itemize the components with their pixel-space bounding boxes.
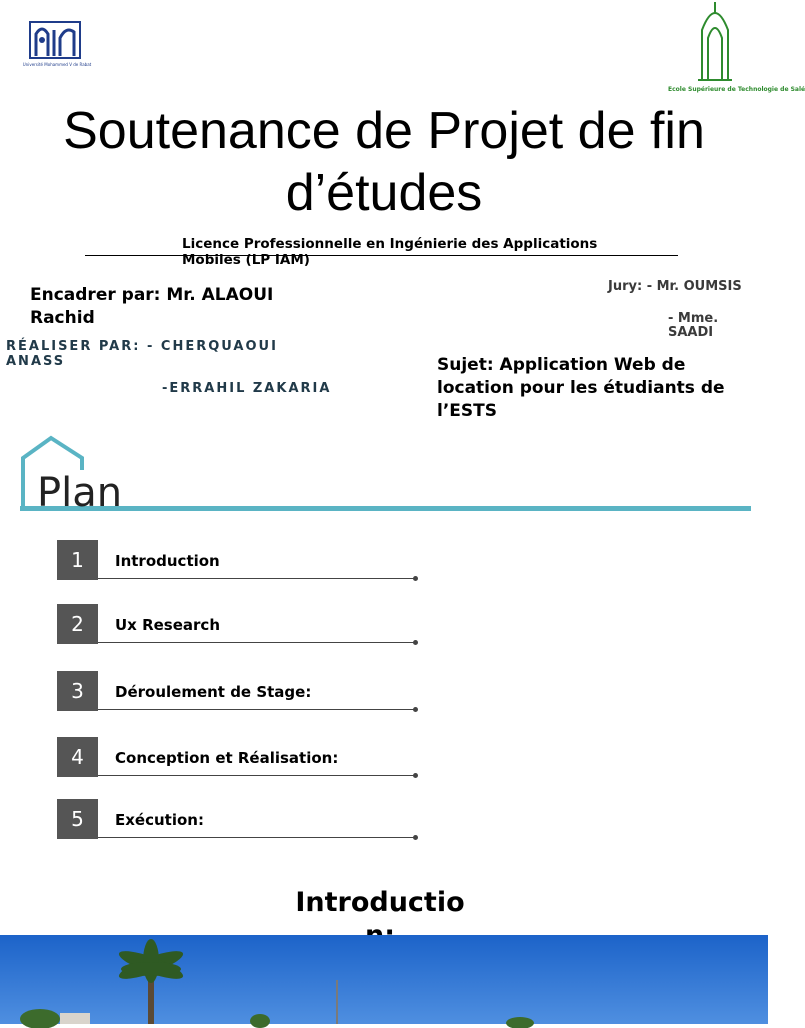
plan-item-execution[interactable] (57, 799, 419, 839)
plan-item-dot (413, 707, 418, 712)
plan-item-label: Exécution: (115, 811, 204, 829)
subtitle: Licence Professionnelle en Ingénierie des Applications Mobiles (LP IAM) (182, 236, 598, 268)
school-logo-caption: Ecole Supérieure de Technologie de Salé (668, 86, 805, 93)
supervisor-text: Encadrer par: Mr. ALAOUI Rachid (30, 285, 274, 328)
page-title: Soutenance de Projet de fin d’études (63, 102, 705, 222)
plan-item-label: Ux Research (115, 616, 220, 634)
plan-item-dot (413, 640, 418, 645)
university-logo-caption: Université Mohammed V de Rabat (22, 62, 92, 67)
section-heading-introduction: Introductio (295, 887, 465, 918)
plan-item-divider (98, 642, 415, 643)
plan-item-label: Conception et Réalisation: (115, 749, 339, 767)
plan-item-deroulement-de-stage[interactable] (57, 671, 419, 711)
university-emblem-icon (28, 20, 82, 60)
school-emblem-icon (698, 0, 732, 84)
plan-item-divider (98, 709, 415, 710)
authors-block (6, 339, 336, 396)
subject-text: Sujet: Application Web de location pour les étudiants de l’ESTS (437, 355, 725, 421)
palm-trees-image (0, 935, 768, 1024)
school-logo (668, 0, 805, 98)
plan-item-dot (413, 835, 418, 840)
plan-item-dot (413, 773, 418, 778)
plan-item-divider (98, 837, 415, 838)
university-logo (22, 20, 90, 80)
plan-item-number: 2 (57, 604, 98, 644)
plan-title: Plan (37, 470, 123, 516)
campus-photo (0, 935, 768, 1024)
plan-item-label: Introduction (115, 552, 220, 570)
jury-line-1: Jury: - Mr. OUMSIS (608, 279, 742, 294)
jury-line-2: - Mme. SAADI (668, 311, 719, 340)
jury-block (608, 280, 748, 340)
plan-item-number: 4 (57, 737, 98, 777)
plan-item-ux-research[interactable] (57, 604, 419, 644)
plan-item-number: 1 (57, 540, 98, 580)
plan-item-number: 3 (57, 671, 98, 711)
plan-item-divider (98, 578, 415, 579)
plan-underline (20, 506, 751, 511)
plan-item-conception-et-realisation[interactable] (57, 737, 419, 777)
plan-item-number: 5 (57, 799, 98, 839)
authors-line-1: RÉALISER PAR: - CHERQUAOUI ANASS (6, 339, 278, 369)
plan-item-dot (413, 576, 418, 581)
plan-item-divider (98, 775, 415, 776)
plan-item-introduction[interactable] (57, 540, 419, 580)
authors-line-2: -ERRAHIL ZAKARIA (162, 381, 332, 396)
plan-item-label: Déroulement de Stage: (115, 683, 312, 701)
